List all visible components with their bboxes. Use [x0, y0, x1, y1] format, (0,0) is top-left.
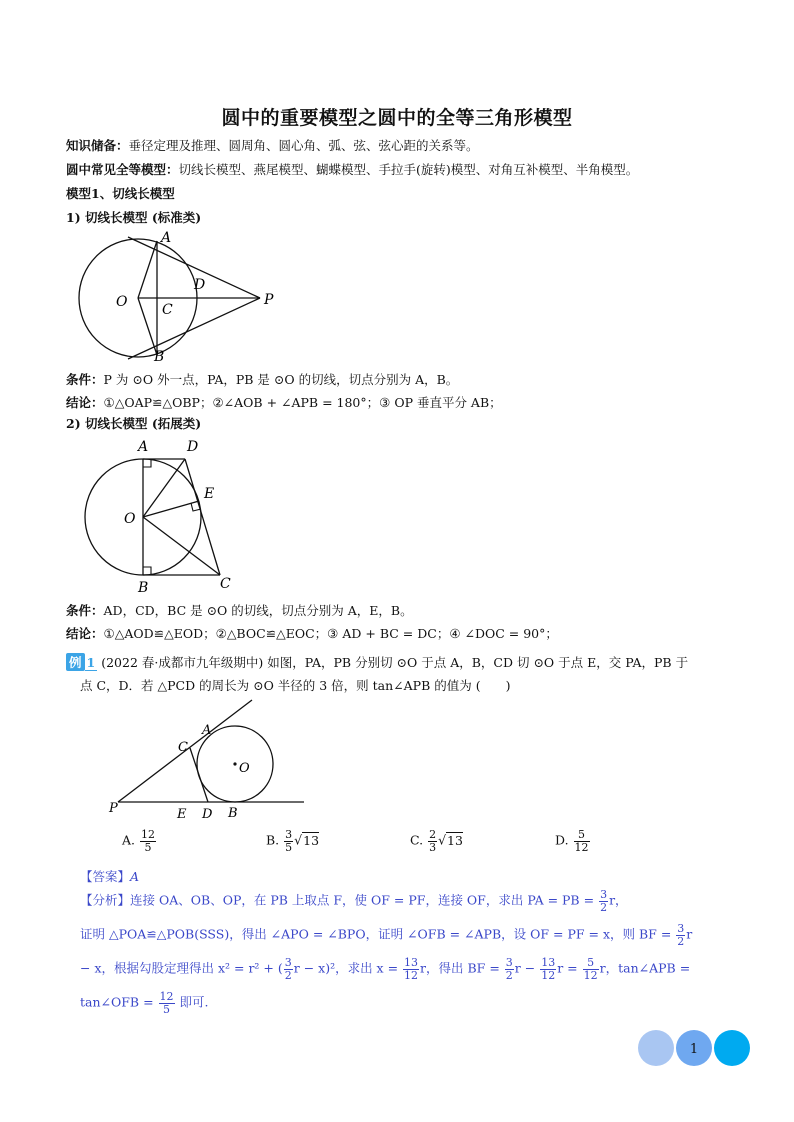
option-b[interactable] [266, 829, 319, 853]
example-number: 1 [86, 655, 96, 670]
fig2-label-c: C [220, 576, 231, 592]
m1-condition [66, 370, 458, 388]
fig2-line-dc [185, 459, 220, 575]
common-label: 圆中常见全等模型： [66, 162, 179, 177]
analysis-frac-3b-num: 13 [404, 956, 419, 969]
analysis-frac-1-den: 2 [600, 900, 608, 914]
model1-heading: 模型1、切线长模型 [66, 186, 175, 201]
fig3-label-c: C [178, 740, 188, 755]
option-b-radicand: 13 [303, 832, 320, 848]
analysis-frac-3d-num: 13 [541, 956, 556, 969]
m1-condition-label: 条件： [66, 372, 104, 387]
fig2-line-od [143, 459, 185, 517]
analysis-frac-3b [403, 957, 419, 981]
option-d-den: 12 [574, 840, 589, 854]
option-b-sqrt-sign: √ [294, 832, 303, 848]
fig2-label-b: B [138, 580, 149, 596]
knowledge-label: 知识储备： [66, 138, 129, 153]
fig1-label-b: B [154, 349, 165, 365]
fig1-radius-oa [138, 241, 157, 298]
m1-conclusion-label: 结论： [66, 395, 104, 410]
example-figure [104, 696, 314, 824]
option-d-fraction [574, 829, 590, 853]
fig2-label-d: D [187, 439, 199, 455]
option-d-num: 5 [574, 829, 590, 842]
m2-condition-text: AD，CD，BC 是 ⊙O 的切线，切点分别为 A，E，B。 [103, 603, 413, 618]
page-number-badge [638, 1028, 752, 1068]
analysis-text-3f: r，tan∠APB = [599, 960, 691, 976]
m2-heading: 2) 切线长模型 (拓展类) [66, 416, 202, 431]
fig3-center-dot [233, 762, 236, 765]
fig1-label-c: C [162, 302, 173, 318]
fig3-label-a: A [202, 723, 212, 738]
fig1-radius-ob [138, 298, 157, 355]
analysis-line1 [80, 889, 628, 913]
common-text: 切线长模型、燕尾模型、蝴蝶模型、手拉手(旋转)模型、对角互补模型、半角模型。 [178, 162, 639, 177]
answer-label: 【答案】 [80, 869, 131, 884]
analysis-text-4a: tan∠OFB = [80, 994, 154, 1010]
fig2-right-angle-b [143, 567, 151, 575]
analysis-text-4b: 即可. [179, 994, 209, 1010]
option-c-num: 2 [429, 828, 437, 841]
answer-value: A [130, 869, 140, 884]
analysis-frac-4-den: 5 [163, 1002, 171, 1016]
fig2-label-e: E [204, 486, 215, 502]
analysis-frac-3c-den: 2 [505, 968, 513, 982]
m2-condition [66, 601, 413, 619]
analysis-text-1-tail: r， [609, 892, 628, 908]
analysis-text-3e: r = [557, 960, 578, 976]
analysis-frac-3e-num: 5 [583, 957, 599, 970]
example-text-1: (2022 春·成都市九年级期中) 如图，PA，PB 分别切 ⊙O 于点 A，B，CD 切 ⊙O 于点 E，交 PA，PB 于 [101, 655, 689, 670]
analysis-frac-3d-den: 12 [541, 968, 556, 982]
analysis-text-1: 连接 OA、OB、OP，在 PB 上取点 F，使 OF = PF，连接 OF，求出 PA = PB = [130, 892, 595, 908]
fig3-label-o: O [239, 761, 250, 776]
m2-conclusion-text: ①△AOD≌△EOD；②△BOC≌△EOC；③ AD + BC = DC；④ ∠DOC = 90°； [103, 626, 558, 641]
analysis-text-2: 证明 △POA≌△POB(SSS)，得出 ∠APO = ∠BPO，证明 ∠OFB = ∠APB，设 OF = PF = x，则 BF = [80, 926, 672, 942]
fig2-label-a: A [138, 439, 149, 455]
knowledge-line [66, 136, 479, 154]
analysis-text-3b: r − x)²，求出 x = [293, 960, 399, 976]
page-circle-left [638, 1030, 674, 1066]
example-text-2: 点 C，D．若 △PCD 的周长为 ⊙O 半径的 3 倍，则 tan∠APB 的值为 ( ) [80, 678, 511, 693]
option-a-den: 5 [144, 840, 152, 854]
fig3-label-d: D [202, 807, 213, 822]
analysis-frac-3a-num: 3 [284, 956, 292, 969]
answer-line [80, 867, 139, 885]
m1-conclusion [66, 393, 502, 411]
option-a-num: 12 [141, 828, 155, 841]
analysis-frac-3e [583, 957, 599, 981]
option-c-den: 3 [429, 840, 437, 854]
analysis-frac-1 [599, 889, 608, 913]
option-a-fraction [140, 829, 156, 853]
m2-conclusion-label: 结论： [66, 626, 104, 641]
option-d-label: D. [555, 832, 569, 848]
analysis-line2 [80, 923, 692, 947]
option-c-radicand: 13 [447, 832, 463, 848]
fig3-label-p: P [109, 801, 118, 816]
analysis-frac-3d [540, 957, 556, 981]
analysis-frac-4 [159, 991, 175, 1015]
analysis-frac-3c-num: 3 [505, 956, 513, 969]
option-b-den: 5 [285, 840, 293, 854]
analysis-line4 [80, 991, 209, 1015]
analysis-frac-1-num: 3 [600, 888, 608, 901]
m1-condition-text: P 为 ⊙O 外一点，PA，PB 是 ⊙O 的切线，切点分别为 A，B。 [103, 372, 459, 387]
page-circle-right [714, 1030, 750, 1066]
fig2-line-oc [143, 517, 220, 575]
option-a[interactable] [122, 829, 157, 853]
m2-condition-label: 条件： [66, 603, 104, 618]
analysis-frac-2-den: 2 [677, 934, 685, 948]
fig2-label-o: O [124, 511, 136, 527]
option-a-label: A. [122, 832, 136, 848]
analysis-text-3d: r − [514, 960, 536, 976]
tangent-extended-figure [80, 434, 250, 596]
analysis-frac-3b-den: 12 [404, 968, 419, 982]
option-c-sqrt-sign: √ [438, 832, 447, 848]
example-tag: 例 [66, 653, 85, 671]
knowledge-text: 垂径定理及推理、圆周角、圆心角、弧、弦、弦心距的关系等。 [128, 138, 479, 153]
analysis-text-2-tail: r [686, 926, 693, 942]
analysis-frac-3e-den: 12 [583, 968, 598, 982]
analysis-frac-2 [676, 923, 685, 947]
option-c-fraction [428, 829, 437, 853]
analysis-line3 [80, 957, 690, 981]
option-c[interactable] [410, 829, 463, 853]
option-c-label: C. [410, 832, 424, 848]
fig1-label-a: A [161, 230, 172, 246]
option-d[interactable] [555, 829, 591, 853]
analysis-frac-4-num: 12 [159, 990, 174, 1003]
tangent-standard-figure [72, 228, 292, 366]
fig2-right-angle-a [143, 459, 151, 467]
option-b-num: 3 [285, 828, 293, 841]
option-b-fraction [284, 829, 293, 853]
analysis-text-3c: r，得出 BF = [420, 960, 500, 976]
analysis-frac-3a [284, 957, 293, 981]
analysis-frac-2-num: 3 [677, 922, 685, 935]
analysis-text-3a: − x，根据勾股定理得出 x² = r² + ( [80, 960, 283, 976]
fig3-label-e: E [177, 807, 187, 822]
fig1-label-p: P [264, 292, 274, 308]
analysis-frac-3c [505, 957, 514, 981]
page-title: 圆中的重要模型之圆中的全等三角形模型 [221, 107, 573, 129]
fig1-label-d: D [194, 277, 206, 293]
fig1-label-o: O [116, 294, 128, 310]
m1-heading: 1) 切线长模型 (标准类) [66, 210, 202, 225]
analysis-frac-3a-den: 2 [284, 968, 292, 982]
example-line1 [66, 653, 688, 671]
page-number: 1 [689, 1042, 699, 1057]
analysis-label: 【分析】 [80, 892, 131, 908]
m2-conclusion [66, 624, 558, 642]
common-line [66, 160, 638, 178]
fig3-label-b: B [228, 806, 238, 821]
option-b-label: B. [266, 832, 280, 848]
m1-conclusion-text: ①△OAP≌△OBP；②∠AOB + ∠APB = 180°；③ OP 垂直平分 AB； [103, 395, 502, 410]
